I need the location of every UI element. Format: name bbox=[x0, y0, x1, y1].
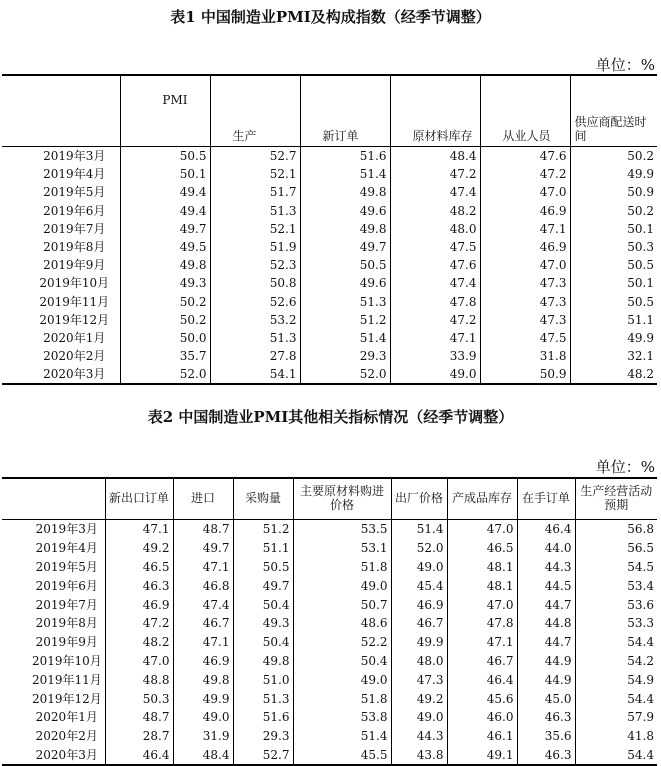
table1-row-month: 2020年3月 bbox=[2, 365, 120, 384]
table1-cell: 47.5 bbox=[390, 238, 480, 256]
table2-cell: 46.9 bbox=[105, 595, 173, 614]
table2-cell: 52.7 bbox=[233, 746, 293, 766]
table2-row bbox=[2, 614, 657, 633]
table2-cell: 46.7 bbox=[391, 614, 447, 633]
table2-cell: 44.7 bbox=[517, 633, 575, 652]
table1-cell: 51.3 bbox=[300, 293, 390, 311]
table2-cell: 51.1 bbox=[233, 539, 293, 558]
table1-row-month: 2019年5月 bbox=[43, 185, 106, 200]
table1-cell: 51.7 bbox=[210, 183, 300, 201]
table2-cell: 53.3 bbox=[575, 614, 657, 633]
table2-cell: 49.8 bbox=[173, 670, 233, 689]
table1-cell: 49.0 bbox=[390, 365, 480, 384]
table1-row bbox=[2, 274, 657, 292]
table2-cell: 47.1 bbox=[447, 633, 517, 652]
table2-cell: 46.3 bbox=[517, 708, 575, 727]
table2-row-month: 2019年10月 bbox=[32, 653, 102, 668]
table1-cell: 50.0 bbox=[120, 329, 210, 347]
table2-cell: 47.1 bbox=[105, 520, 173, 539]
table1-row bbox=[2, 238, 657, 256]
table1-row bbox=[2, 329, 657, 347]
table2-cell: 46.4 bbox=[105, 746, 173, 766]
table1-cell: 47.3 bbox=[480, 293, 570, 311]
table2-cell: 45.6 bbox=[447, 689, 517, 708]
table1-cell: 47.2 bbox=[390, 165, 480, 183]
table1-cell: 48.0 bbox=[390, 220, 480, 238]
table2-cell: 54.2 bbox=[575, 652, 657, 671]
table1-cell: 31.8 bbox=[480, 347, 570, 365]
table1-cell: 27.8 bbox=[210, 347, 300, 365]
table2-row-month: 2019年3月 bbox=[35, 522, 98, 537]
table1-cell: 52.0 bbox=[120, 365, 210, 384]
table1-row bbox=[2, 202, 657, 220]
table2-cell: 46.5 bbox=[105, 558, 173, 577]
table1-cell: 50.1 bbox=[570, 220, 657, 238]
table1-row bbox=[2, 165, 657, 183]
table1-cell: 48.4 bbox=[390, 147, 480, 166]
table1-cell: 50.2 bbox=[570, 147, 657, 166]
table2-row bbox=[2, 670, 657, 689]
table2-cell: 50.4 bbox=[233, 595, 293, 614]
table1-cell: 50.3 bbox=[570, 238, 657, 256]
table2-cell: 48.2 bbox=[105, 633, 173, 652]
table2-row-month: 2019年5月 bbox=[35, 559, 98, 574]
table1-cell: 47.3 bbox=[480, 274, 570, 292]
table1-cell: 47.0 bbox=[480, 256, 570, 274]
table2-cell: 54.4 bbox=[575, 633, 657, 652]
table2-cell: 46.9 bbox=[173, 652, 233, 671]
table1-row bbox=[2, 293, 657, 311]
table2-cell: 48.1 bbox=[447, 576, 517, 595]
table1-cell: 32.1 bbox=[570, 347, 657, 365]
table2-cell: 44.9 bbox=[517, 652, 575, 671]
table2-cell: 28.7 bbox=[105, 727, 173, 746]
table1-cell: 52.0 bbox=[300, 365, 390, 384]
table1-row bbox=[2, 311, 657, 329]
table1-title: 表1 中国制造业PMI及构成指数（经季节调整） bbox=[170, 8, 491, 26]
table1-row bbox=[2, 347, 657, 365]
table1-row bbox=[2, 183, 657, 201]
table2-cell: 48.1 bbox=[447, 558, 517, 577]
table2-cell: 29.3 bbox=[233, 727, 293, 746]
table1-cell: 50.5 bbox=[570, 293, 657, 311]
table2-row-month: 2020年2月 bbox=[35, 729, 98, 744]
table2-row bbox=[2, 558, 657, 577]
table1-cell: 50.9 bbox=[570, 183, 657, 201]
table1-cell: 48.2 bbox=[570, 365, 657, 384]
table2-cell: 46.3 bbox=[105, 576, 173, 595]
table2-cell: 44.0 bbox=[517, 539, 575, 558]
table1-row bbox=[2, 147, 657, 166]
table1-col-header: 供应商配送时间 bbox=[570, 75, 657, 147]
table2-cell: 51.6 bbox=[233, 708, 293, 727]
table2-col-header: 进口 bbox=[173, 478, 233, 520]
table2-cell: 47.0 bbox=[105, 652, 173, 671]
table1-cell: 47.1 bbox=[480, 220, 570, 238]
table2-cell: 41.8 bbox=[575, 727, 657, 746]
table1-cell: 51.3 bbox=[210, 202, 300, 220]
table2-cell: 47.1 bbox=[173, 633, 233, 652]
table2-col-header: 生产经营活动预期 bbox=[575, 478, 657, 520]
table1-cell: 46.9 bbox=[480, 202, 570, 220]
table1-cell: 50.2 bbox=[120, 293, 210, 311]
table2-cell: 48.4 bbox=[173, 746, 233, 766]
table1-cell: 47.5 bbox=[480, 329, 570, 347]
table2-cell: 44.8 bbox=[517, 614, 575, 633]
table2-cell: 35.6 bbox=[517, 727, 575, 746]
table2-cell: 48.7 bbox=[173, 520, 233, 539]
table2-cell: 54.5 bbox=[575, 558, 657, 577]
table2-cell: 48.0 bbox=[391, 652, 447, 671]
table1-cell: 51.2 bbox=[300, 311, 390, 329]
table2-cell: 47.0 bbox=[447, 520, 517, 539]
table1-cell: 48.2 bbox=[390, 202, 480, 220]
table2-row-month: 2019年11月 bbox=[32, 672, 102, 687]
table2-cell: 54.4 bbox=[575, 689, 657, 708]
table2-cell: 51.4 bbox=[293, 727, 391, 746]
table1-row-month: 2019年10月 bbox=[39, 276, 110, 291]
table2-cell: 51.3 bbox=[233, 689, 293, 708]
table1-cell: 49.8 bbox=[300, 220, 390, 238]
table1-cell: 50.5 bbox=[570, 256, 657, 274]
table1-col-header: 生产 bbox=[210, 75, 300, 147]
table2-cell: 54.9 bbox=[575, 670, 657, 689]
table1-cell: 47.8 bbox=[390, 293, 480, 311]
table2-row bbox=[2, 595, 657, 614]
table2-cell: 47.4 bbox=[173, 595, 233, 614]
table2-cell: 47.3 bbox=[391, 670, 447, 689]
table2-row bbox=[2, 652, 657, 671]
table1-cell: 50.5 bbox=[300, 256, 390, 274]
table1-row-month: 2019年8月 bbox=[43, 240, 106, 255]
table1-cell: 51.3 bbox=[210, 329, 300, 347]
table2-cell: 49.7 bbox=[233, 576, 293, 595]
table2-cell: 44.7 bbox=[517, 595, 575, 614]
table1-row-month: 2020年2月 bbox=[43, 349, 106, 364]
table2-cell: 48.7 bbox=[105, 708, 173, 727]
table1-cell: 49.5 bbox=[120, 238, 210, 256]
table2-cell: 49.2 bbox=[391, 689, 447, 708]
table2-row bbox=[2, 708, 657, 727]
table1-row-month: 2019年12月 bbox=[39, 312, 110, 327]
table2-row bbox=[2, 633, 657, 652]
table2-row-month: 2019年6月 bbox=[35, 578, 98, 593]
table2-cell: 50.5 bbox=[233, 558, 293, 577]
table1-cell: 49.3 bbox=[120, 274, 210, 292]
table1-col-header: 原材料库存 bbox=[390, 75, 480, 147]
table2-cell: 48.8 bbox=[105, 670, 173, 689]
table1-col-header: 从业人员 bbox=[480, 75, 570, 147]
table1-cell: 50.5 bbox=[120, 147, 210, 166]
table2-cell: 45.0 bbox=[517, 689, 575, 708]
table1-cell: 52.6 bbox=[210, 293, 300, 311]
table2-cell: 47.0 bbox=[447, 595, 517, 614]
table1-corner bbox=[2, 75, 120, 147]
table2 bbox=[2, 477, 657, 766]
table2-cell: 56.5 bbox=[575, 539, 657, 558]
table2-corner bbox=[2, 478, 105, 520]
table2-cell: 49.0 bbox=[293, 576, 391, 595]
table1-row-month: 2019年11月 bbox=[39, 294, 110, 309]
table1-cell: 53.2 bbox=[210, 311, 300, 329]
table1-cell: 47.3 bbox=[480, 311, 570, 329]
table1-cell: 50.1 bbox=[120, 165, 210, 183]
table1-cell: 50.9 bbox=[480, 365, 570, 384]
table2-cell: 50.4 bbox=[293, 652, 391, 671]
table2-cell: 47.2 bbox=[105, 614, 173, 633]
table2-cell: 46.9 bbox=[391, 595, 447, 614]
table2-cell: 46.0 bbox=[447, 708, 517, 727]
table2-col-header: 主要原材料购进价格 bbox=[293, 478, 391, 520]
table2-cell: 49.7 bbox=[173, 539, 233, 558]
table2-row-month: 2020年3月 bbox=[2, 746, 105, 766]
table1-cell: 49.4 bbox=[120, 202, 210, 220]
table2-cell: 46.1 bbox=[447, 727, 517, 746]
table1-row-month: 2020年1月 bbox=[43, 330, 106, 345]
table2-cell: 31.9 bbox=[173, 727, 233, 746]
table2-cell: 56.8 bbox=[575, 520, 657, 539]
table2-cell: 44.9 bbox=[517, 670, 575, 689]
table1-row bbox=[2, 256, 657, 274]
table2-title: 表2 中国制造业PMI其他相关指标情况（经季节调整） bbox=[147, 408, 514, 426]
table2-col-header: 在手订单 bbox=[517, 478, 575, 520]
table1 bbox=[2, 74, 657, 385]
table1-col-header: 新订单 bbox=[300, 75, 390, 147]
table2-cell: 57.9 bbox=[575, 708, 657, 727]
table2-cell: 51.8 bbox=[293, 558, 391, 577]
table1-row bbox=[2, 365, 657, 384]
table1-cell: 49.4 bbox=[120, 183, 210, 201]
table2-cell: 53.6 bbox=[575, 595, 657, 614]
table2-cell: 51.8 bbox=[293, 689, 391, 708]
table2-row bbox=[2, 576, 657, 595]
table2-cell: 53.4 bbox=[575, 576, 657, 595]
table1-cell: 47.0 bbox=[480, 183, 570, 201]
table1-cell: 54.1 bbox=[210, 365, 300, 384]
table2-cell: 49.8 bbox=[233, 652, 293, 671]
table2-cell: 50.3 bbox=[105, 689, 173, 708]
table1-cell: 46.9 bbox=[480, 238, 570, 256]
table1-cell: 51.1 bbox=[570, 311, 657, 329]
table2-row-month: 2019年12月 bbox=[32, 691, 102, 706]
table2-cell: 51.2 bbox=[233, 520, 293, 539]
table2-cell: 49.2 bbox=[105, 539, 173, 558]
table1-cell: 47.4 bbox=[390, 183, 480, 201]
table2-cell: 43.8 bbox=[391, 746, 447, 766]
table1-cell: 47.1 bbox=[390, 329, 480, 347]
table1-cell: 29.3 bbox=[300, 347, 390, 365]
table2-cell: 46.7 bbox=[447, 652, 517, 671]
table2-row bbox=[2, 520, 657, 539]
table2-cell: 49.3 bbox=[233, 614, 293, 633]
table1-col-header: PMI bbox=[120, 75, 210, 147]
table1-row-month: 2019年6月 bbox=[43, 203, 106, 218]
table1-cell: 47.6 bbox=[480, 147, 570, 166]
table1-unit: 单位：% bbox=[595, 56, 655, 74]
table2-cell: 44.5 bbox=[517, 576, 575, 595]
table2-cell: 49.9 bbox=[391, 633, 447, 652]
table1-cell: 47.2 bbox=[390, 311, 480, 329]
table2-col-header: 产成品库存 bbox=[447, 478, 517, 520]
table1-cell: 47.6 bbox=[390, 256, 480, 274]
table2-cell: 46.7 bbox=[173, 614, 233, 633]
table1-cell: 47.2 bbox=[480, 165, 570, 183]
table2-cell: 52.0 bbox=[391, 539, 447, 558]
table2-cell: 50.4 bbox=[233, 633, 293, 652]
table1-cell: 51.9 bbox=[210, 238, 300, 256]
table2-cell: 51.0 bbox=[233, 670, 293, 689]
table1-cell: 35.7 bbox=[120, 347, 210, 365]
table1-cell: 33.9 bbox=[390, 347, 480, 365]
table1-cell: 52.1 bbox=[210, 220, 300, 238]
table2-cell: 46.4 bbox=[447, 670, 517, 689]
table1-cell: 52.1 bbox=[210, 165, 300, 183]
table2-cell: 46.8 bbox=[173, 576, 233, 595]
table1-row-month: 2019年4月 bbox=[43, 167, 106, 182]
table2-col-header: 出厂价格 bbox=[391, 478, 447, 520]
table2-cell: 49.0 bbox=[293, 670, 391, 689]
table2-cell: 45.4 bbox=[391, 576, 447, 595]
table2-row-month: 2019年4月 bbox=[35, 541, 98, 556]
table2-cell: 49.1 bbox=[447, 746, 517, 766]
table1-cell: 52.3 bbox=[210, 256, 300, 274]
table2-col-header: 新出口订单 bbox=[105, 478, 173, 520]
table1-cell: 50.2 bbox=[570, 202, 657, 220]
table2-cell: 51.4 bbox=[391, 520, 447, 539]
table1-header-row bbox=[2, 75, 657, 147]
table2-cell: 44.3 bbox=[517, 558, 575, 577]
table1-cell: 49.8 bbox=[300, 183, 390, 201]
table2-unit: 单位：% bbox=[595, 458, 655, 476]
table1-cell: 50.1 bbox=[570, 274, 657, 292]
table1-cell: 49.8 bbox=[120, 256, 210, 274]
table1-cell: 49.6 bbox=[300, 202, 390, 220]
table2-cell: 49.0 bbox=[173, 708, 233, 727]
table1-cell: 51.4 bbox=[300, 329, 390, 347]
table2-cell: 53.8 bbox=[293, 708, 391, 727]
table2-cell: 49.9 bbox=[173, 689, 233, 708]
table2-cell: 54.4 bbox=[575, 746, 657, 766]
table1-row-month: 2019年3月 bbox=[43, 149, 106, 164]
table2-cell: 44.3 bbox=[391, 727, 447, 746]
table1-cell: 49.7 bbox=[120, 220, 210, 238]
table2-cell: 46.5 bbox=[447, 539, 517, 558]
table1-cell: 49.9 bbox=[570, 329, 657, 347]
table1-cell: 51.6 bbox=[300, 147, 390, 166]
table2-header-row bbox=[2, 478, 657, 520]
table1-cell: 49.9 bbox=[570, 165, 657, 183]
table1-cell: 47.4 bbox=[390, 274, 480, 292]
table1-cell: 50.2 bbox=[120, 311, 210, 329]
table1-row-month: 2019年9月 bbox=[43, 258, 106, 273]
table2-cell: 50.7 bbox=[293, 595, 391, 614]
table1-cell: 50.8 bbox=[210, 274, 300, 292]
table2-cell: 49.0 bbox=[391, 558, 447, 577]
table2-col-header: 采购量 bbox=[233, 478, 293, 520]
table1-row bbox=[2, 220, 657, 238]
table1-row-month: 2019年7月 bbox=[43, 221, 106, 236]
table2-row-month: 2019年8月 bbox=[35, 616, 98, 631]
table1-cell: 49.6 bbox=[300, 274, 390, 292]
table1-cell: 51.4 bbox=[300, 165, 390, 183]
table2-row bbox=[2, 539, 657, 558]
table2-cell: 46.4 bbox=[517, 520, 575, 539]
table2-row-month: 2019年7月 bbox=[35, 597, 98, 612]
table2-cell: 47.8 bbox=[447, 614, 517, 633]
table2-row bbox=[2, 689, 657, 708]
table2-cell: 48.6 bbox=[293, 614, 391, 633]
table2-cell: 53.5 bbox=[293, 520, 391, 539]
table2-cell: 47.1 bbox=[173, 558, 233, 577]
table1-cell: 52.7 bbox=[210, 147, 300, 166]
table2-cell: 49.0 bbox=[391, 708, 447, 727]
table2-row bbox=[2, 727, 657, 746]
table2-cell: 45.5 bbox=[293, 746, 391, 766]
table2-cell: 53.1 bbox=[293, 539, 391, 558]
table1-cell: 49.7 bbox=[300, 238, 390, 256]
table2-cell: 52.2 bbox=[293, 633, 391, 652]
table2-row bbox=[2, 746, 657, 766]
table2-row-month: 2020年1月 bbox=[35, 710, 98, 725]
table2-row-month: 2019年9月 bbox=[35, 635, 98, 650]
table2-cell: 46.3 bbox=[517, 746, 575, 766]
